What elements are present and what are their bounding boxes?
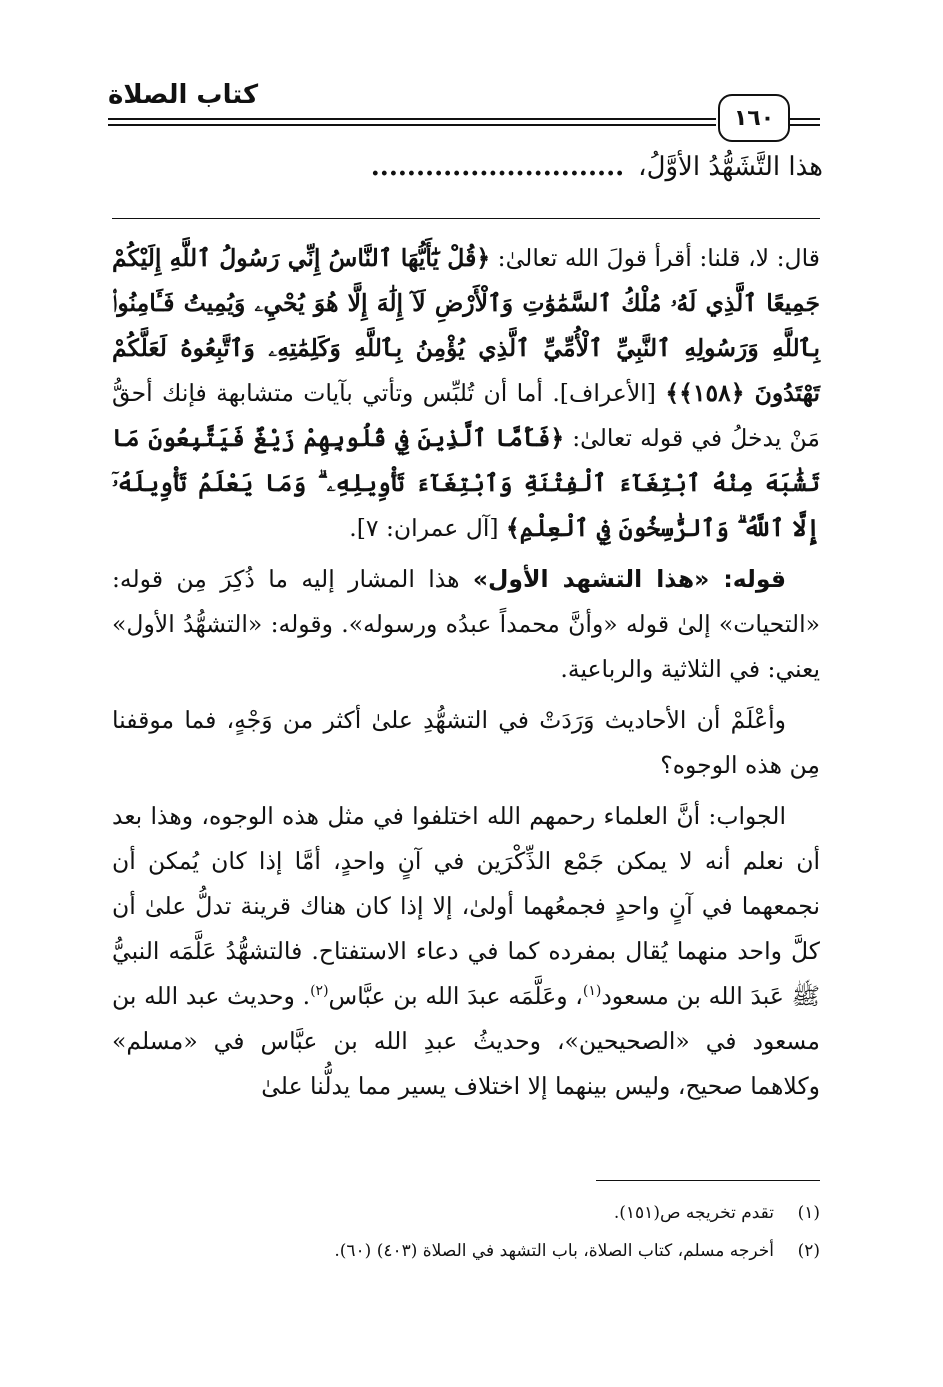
header-rule — [788, 118, 820, 120]
lemma-heading: قوله: «هذا التشهد الأول» — [472, 565, 786, 593]
paragraph-text: الجواب: أنَّ العلماء رحمهم الله اختلفوا في مثل هذه الوجوه، وهذا بعد أن نعلم أنه لا يمكن جَمْع الذِّكْرَين في آنٍ واحدٍ، أمَّا إذا كان يُمكن أن نجمعهما في آنٍ واحدٍ فجمعُهما أولىٰ، إلا إذا كان هناك قرينة تدلُّ علىٰ أن كلَّ واحد منهما يُقال بمفرده كما في دعاء الاستفتاح. فالتشهُّدُ عَلَّمَه النبيُّ ﷺ عَبدَ الله بن مسعود — [112, 802, 820, 1010]
section-divider — [112, 218, 820, 219]
footnote-divider — [596, 1180, 820, 1181]
citation: [الأعراف]. أما أن تُلبِّس وتأتي بآيات متشابهة فإنك أحقُّ مَنْ يدخلُ في قوله تعالىٰ: — [112, 379, 820, 452]
footnotes — [112, 1194, 820, 1270]
footnote-ref-2[interactable]: (٢) — [310, 983, 329, 1000]
header-rule — [788, 124, 820, 126]
footnote-number: (١) — [797, 1203, 820, 1223]
paragraph-text: ، وعَلَّمَه عبدَ الله بن عبَّاس — [328, 982, 583, 1010]
paragraph-2 — [112, 557, 820, 692]
matn-dots: ............................ — [370, 152, 625, 182]
quran-verse: ﴿قُلْ يَٰٓأَيُّهَا ٱلنَّاسُ إِنِّي رَسُولُ ٱللَّهِ إِلَيْكُمْ جَمِيعًا ٱلَّذِي لَهُۥ مُلْكُ ٱلسَّمَٰوَٰتِ وَٱلْأَرْضِ لَآ إِلَٰهَ إِلَّا هُوَ يُحْيِۦ وَيُمِيتُ فَـَٔامِنُوا۟ بِٱللَّهِ وَرَسُولِهِ ٱلنَّبِيِّ ٱلْأُمِّيِّ ٱلَّذِي يُؤْمِنُ بِٱللَّهِ وَكَلِمَٰتِهِۦ وَٱتَّبِعُوهُ لَعَلَّكُمْ تَهْتَدُونَ ﴿١٥٨﴾﴾ — [112, 244, 820, 407]
paragraph-text: وأعْلَمْ أن الأحاديث وَرَدَتْ في التشهُّدِ علىٰ أكثر من وَجْهٍ، فما موقفنا مِن هذه الوجوه؟ — [112, 706, 820, 779]
footnote-2 — [112, 1232, 820, 1270]
matn-line — [112, 152, 823, 182]
header-rule — [108, 118, 716, 120]
page-number-label: ١٦٠ — [733, 105, 775, 131]
paragraph-text: قال: لا، قلنا: أقرأ قولَ الله تعالىٰ: — [490, 244, 821, 272]
footnote-text: تقدم تخريجه ص(١٥١). — [613, 1203, 774, 1223]
book-title: كتاب الصلاة — [108, 80, 259, 110]
footnote-number: (٢) — [797, 1241, 820, 1261]
quran-verse: ﴿فَأَمَّا ٱلَّذِينَ فِي قُلُوبِهِمْ زَيْغٌ فَيَتَّبِعُونَ مَا تَشَٰبَهَ مِنْهُ ٱبْتِغَآءَ ٱلْفِتْنَةِ وَٱبْتِغَآءَ تَأْوِيلِهِۦ ۗ وَمَا يَعْلَمُ تَأْوِيلَهُۥٓ إِلَّا ٱللَّهُ ۗ وَٱلرَّٰسِخُونَ فِي ٱلْعِلْمِ﴾ — [112, 424, 820, 542]
footnote-ref-1[interactable]: (١) — [582, 983, 602, 1000]
paragraph-1 — [112, 236, 820, 551]
paragraph-4 — [112, 794, 820, 1109]
commentary-body — [112, 236, 820, 1109]
paragraph-3 — [112, 698, 820, 788]
paragraph-text: هذا المشار إليه ما ذُكِرَ مِن قوله: «التحيات» إلىٰ قوله «وأنَّ محمداً عبدُه ورسوله». وقوله: «التشهُّدُ الأول» يعني: في الثلاثية والرباعية. — [112, 565, 820, 683]
citation: [آل عمران: ٧]. — [349, 514, 506, 542]
page-number — [718, 94, 790, 142]
matn-text: هذا التَّشَهُّدُ الأوَّلُ، — [638, 152, 823, 182]
header-rule — [108, 124, 716, 126]
footnote-1 — [112, 1194, 820, 1232]
footnote-text: أخرجه مسلم، كتاب الصلاة، باب التشهد في الصلاة (٤٠٣) (٦٠). — [334, 1241, 774, 1261]
paragraph-text: . وحديث عبد الله بن مسعود في «الصحيحين»، وحديثُ عبدِ الله بن عبَّاس في «مسلم» وكلاهما صحيح، وليس بينهما إلا اختلاف يسير مما يدلُّنا علىٰ — [112, 982, 820, 1100]
